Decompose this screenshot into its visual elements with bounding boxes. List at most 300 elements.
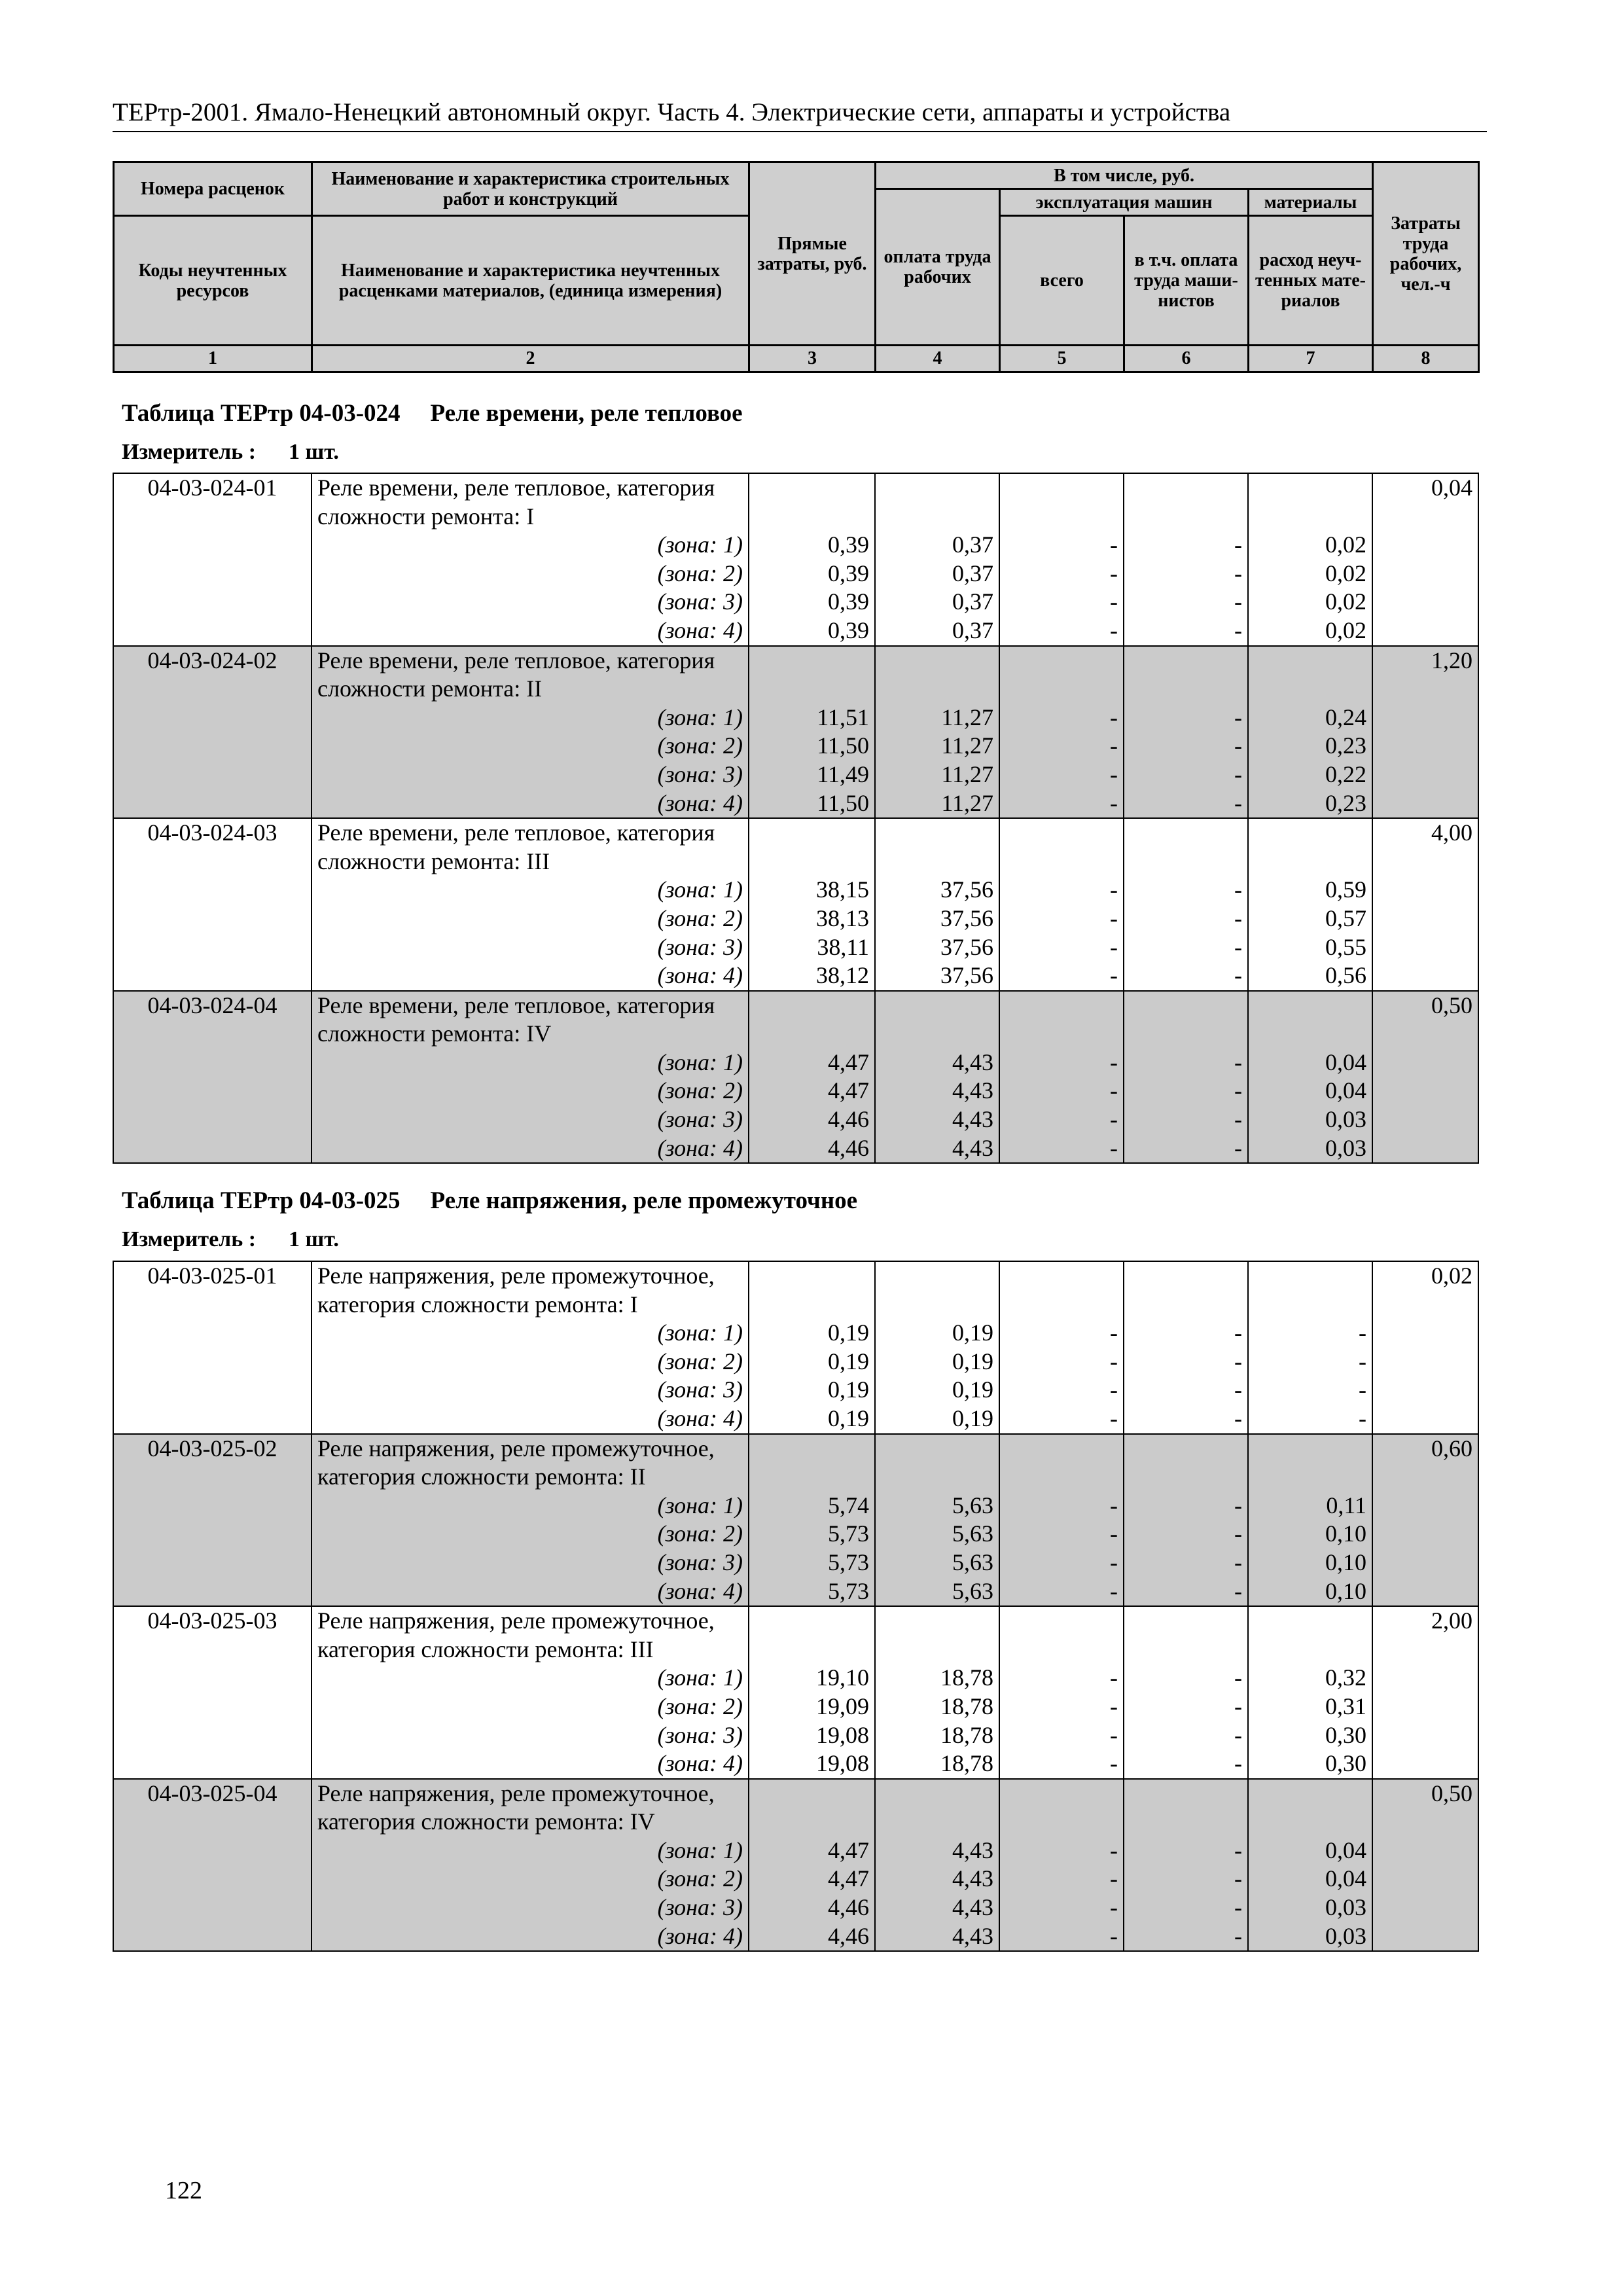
machinist-pay: -	[1124, 1664, 1248, 1693]
rate-description: Реле времени, реле тепловое, категория	[312, 818, 749, 848]
labor-cost: 0,60	[1372, 1434, 1478, 1463]
header-number: 7	[1249, 346, 1373, 372]
rate-description: Реле напряжения, реле промежуточное,	[312, 1434, 749, 1463]
table-cell	[1372, 1693, 1478, 1721]
table-cell	[1372, 1077, 1478, 1105]
direct-cost: 0,19	[749, 1319, 875, 1348]
labor-pay: 4,43	[875, 1893, 999, 1922]
unaccounted-materials: 0,56	[1248, 961, 1372, 991]
table-cell	[113, 1492, 312, 1520]
table-cell	[875, 1261, 999, 1291]
direct-cost: 4,46	[749, 1893, 875, 1922]
machinist-pay: -	[1124, 1348, 1248, 1376]
table-cell	[999, 1636, 1124, 1664]
unaccounted-materials: 0,04	[1248, 1837, 1372, 1865]
machine-total: -	[999, 1721, 1124, 1750]
machinist-pay: -	[1124, 588, 1248, 617]
header-rate-numbers: Номера расценок	[114, 162, 312, 216]
machine-total: -	[999, 1837, 1124, 1865]
header-machinist-pay: в т.ч. оплата труда маши-нистов	[1124, 216, 1249, 346]
table-cell	[1372, 1636, 1478, 1664]
table-cell	[999, 1020, 1124, 1049]
machine-total: -	[999, 1376, 1124, 1405]
machinist-pay: -	[1124, 961, 1248, 991]
table-cell	[113, 617, 312, 646]
labor-pay: 18,78	[875, 1664, 999, 1693]
zone-label: (зона: 1)	[312, 1319, 749, 1348]
table-row	[113, 789, 1478, 819]
labor-pay: 0,37	[875, 617, 999, 646]
header-number: 4	[876, 346, 1000, 372]
labor-pay: 0,19	[875, 1376, 999, 1405]
table-row	[113, 588, 1478, 617]
table-cell	[113, 1808, 312, 1837]
machinist-pay: -	[1124, 1105, 1248, 1134]
rate-description: сложности ремонта: I	[312, 503, 749, 531]
direct-cost: 5,73	[749, 1577, 875, 1607]
table-cell	[1372, 1577, 1478, 1607]
table-cell	[113, 789, 312, 819]
table-row	[113, 1434, 1478, 1463]
machinist-pay: -	[1124, 560, 1248, 588]
zone-label: (зона: 3)	[312, 1105, 749, 1134]
labor-cost: 2,00	[1372, 1606, 1478, 1636]
table-cell	[875, 991, 999, 1020]
machinist-pay: -	[1124, 531, 1248, 560]
unaccounted-materials: 0,03	[1248, 1922, 1372, 1952]
zone-label: (зона: 2)	[312, 1520, 749, 1549]
unaccounted-materials: -	[1248, 1405, 1372, 1434]
table-row	[113, 1606, 1478, 1636]
machine-total: -	[999, 1893, 1124, 1922]
table-cell	[875, 503, 999, 531]
direct-cost: 11,49	[749, 761, 875, 789]
header-number: 1	[114, 346, 312, 372]
table-cell	[749, 675, 875, 704]
table-cell	[1248, 503, 1372, 531]
zone-label: (зона: 2)	[312, 1865, 749, 1893]
table-cell	[113, 560, 312, 588]
header-unaccounted-materials: расход неуч-тенных мате-риалов	[1249, 216, 1373, 346]
table-row	[113, 1463, 1478, 1492]
table-cell	[999, 1434, 1124, 1463]
zone-label: (зона: 4)	[312, 789, 749, 819]
table-cell	[1372, 503, 1478, 531]
table-cell	[1372, 1749, 1478, 1779]
unaccounted-materials: 0,02	[1248, 588, 1372, 617]
table-row	[113, 1721, 1478, 1750]
rate-description: категория сложности ремонта: I	[312, 1291, 749, 1319]
machine-total: -	[999, 1549, 1124, 1577]
unaccounted-materials: -	[1248, 1348, 1372, 1376]
table-cell	[749, 1261, 875, 1291]
unaccounted-materials: 0,23	[1248, 789, 1372, 819]
header-number: 5	[1000, 346, 1124, 372]
table-cell	[749, 1020, 875, 1049]
zone-label: (зона: 4)	[312, 1577, 749, 1607]
zone-label: (зона: 1)	[312, 1664, 749, 1693]
labor-pay: 4,43	[875, 1134, 999, 1164]
table-cell	[1248, 1434, 1372, 1463]
labor-cost: 1,20	[1372, 646, 1478, 675]
table-cell	[113, 1077, 312, 1105]
machine-total: -	[999, 1348, 1124, 1376]
direct-cost: 4,46	[749, 1922, 875, 1952]
table-cell	[1248, 1261, 1372, 1291]
labor-pay: 11,27	[875, 789, 999, 819]
labor-cost: 4,00	[1372, 818, 1478, 848]
table-cell	[749, 1463, 875, 1492]
table-cell	[749, 646, 875, 675]
unaccounted-materials: 0,10	[1248, 1549, 1372, 1577]
table-cell	[1248, 1020, 1372, 1049]
zone-label: (зона: 4)	[312, 1922, 749, 1952]
labor-pay: 0,37	[875, 531, 999, 560]
table-cell	[749, 1606, 875, 1636]
labor-cost: 0,50	[1372, 991, 1478, 1020]
labor-pay: 5,63	[875, 1577, 999, 1607]
table-cell	[999, 503, 1124, 531]
table-cell	[1248, 991, 1372, 1020]
unaccounted-materials: -	[1248, 1376, 1372, 1405]
table-cell	[1124, 991, 1248, 1020]
unaccounted-materials: 0,59	[1248, 876, 1372, 905]
table-cell	[113, 1405, 312, 1434]
machine-total: -	[999, 1693, 1124, 1721]
machinist-pay: -	[1124, 1520, 1248, 1549]
header-machine-total: всего	[1000, 216, 1124, 346]
header-resource-codes: Коды неучтенных ресурсов	[114, 216, 312, 346]
table-cell	[1372, 905, 1478, 933]
labor-pay: 0,19	[875, 1348, 999, 1376]
rate-description: сложности ремонта: IV	[312, 1020, 749, 1049]
table-cell	[1124, 1606, 1248, 1636]
labor-pay: 18,78	[875, 1749, 999, 1779]
table-cell	[113, 1463, 312, 1492]
rate-code: 04-03-024-01	[113, 473, 312, 503]
table-cell	[113, 961, 312, 991]
direct-cost: 19,09	[749, 1693, 875, 1721]
table-cell	[875, 1779, 999, 1808]
direct-cost: 4,47	[749, 1865, 875, 1893]
table-cell	[1248, 1291, 1372, 1319]
table-row	[113, 1922, 1478, 1952]
table-cell	[1248, 848, 1372, 876]
unaccounted-materials: 0,03	[1248, 1893, 1372, 1922]
table-row	[113, 961, 1478, 991]
unaccounted-materials: 0,02	[1248, 617, 1372, 646]
header-labor-pay: оплата труда рабочих	[876, 189, 1000, 346]
machinist-pay: -	[1124, 1865, 1248, 1893]
unaccounted-materials: 0,04	[1248, 1077, 1372, 1105]
direct-cost: 5,73	[749, 1549, 875, 1577]
labor-pay: 4,43	[875, 1865, 999, 1893]
direct-cost: 4,46	[749, 1134, 875, 1164]
unaccounted-materials: 0,30	[1248, 1721, 1372, 1750]
table-cell	[1248, 473, 1372, 503]
zone-label: (зона: 1)	[312, 1049, 749, 1077]
table-cell	[113, 1865, 312, 1893]
direct-cost: 19,10	[749, 1664, 875, 1693]
table-cell	[1124, 473, 1248, 503]
header-number: 6	[1124, 346, 1249, 372]
zone-label: (зона: 4)	[312, 617, 749, 646]
table-cell	[1124, 1808, 1248, 1837]
table-cell	[875, 1606, 999, 1636]
machine-total: -	[999, 1664, 1124, 1693]
header-materials: материалы	[1249, 189, 1373, 216]
table-row	[113, 1549, 1478, 1577]
page-number: 122	[165, 2177, 202, 2204]
table-row	[113, 1261, 1478, 1291]
zone-label: (зона: 3)	[312, 1376, 749, 1405]
header-in-total: В том числе, руб.	[876, 162, 1373, 189]
table-row	[113, 732, 1478, 761]
table-cell	[999, 848, 1124, 876]
table-cell	[749, 503, 875, 531]
unaccounted-materials: 0,24	[1248, 704, 1372, 732]
table-row	[113, 991, 1478, 1020]
zone-label: (зона: 3)	[312, 1549, 749, 1577]
machinist-pay: -	[1124, 617, 1248, 646]
machine-total: -	[999, 1105, 1124, 1134]
rate-code: 04-03-025-03	[113, 1606, 312, 1636]
table-cell	[749, 473, 875, 503]
unaccounted-materials: 0,02	[1248, 531, 1372, 560]
header-direct-costs: Прямые затраты, руб.	[749, 162, 876, 346]
zone-label: (зона: 4)	[312, 1749, 749, 1779]
machinist-pay: -	[1124, 1721, 1248, 1750]
table-cell	[875, 1808, 999, 1837]
table-row	[113, 1636, 1478, 1664]
table-cell	[1372, 704, 1478, 732]
machine-total: -	[999, 905, 1124, 933]
labor-cost: 0,04	[1372, 473, 1478, 503]
zone-label: (зона: 3)	[312, 1893, 749, 1922]
rates-table	[113, 473, 1479, 1164]
labor-pay: 11,27	[875, 704, 999, 732]
machine-total: -	[999, 1865, 1124, 1893]
measure-unit: 1 шт.	[289, 1227, 339, 1251]
table-row	[113, 1077, 1478, 1105]
labor-pay: 4,43	[875, 1049, 999, 1077]
zone-label: (зона: 2)	[312, 905, 749, 933]
table-cell	[113, 848, 312, 876]
unaccounted-materials: 0,23	[1248, 732, 1372, 761]
table-cell	[1372, 1664, 1478, 1693]
table-cell	[999, 818, 1124, 848]
table-cell	[999, 1606, 1124, 1636]
zone-label: (зона: 2)	[312, 1077, 749, 1105]
unaccounted-materials: 0,11	[1248, 1492, 1372, 1520]
machinist-pay: -	[1124, 905, 1248, 933]
table-cell	[113, 732, 312, 761]
table-cell	[113, 1134, 312, 1164]
machine-total: -	[999, 876, 1124, 905]
table-cell	[1372, 1865, 1478, 1893]
labor-pay: 5,63	[875, 1492, 999, 1520]
zone-label: (зона: 4)	[312, 1405, 749, 1434]
table-cell	[1372, 1549, 1478, 1577]
table-cell	[749, 1808, 875, 1837]
labor-pay: 11,27	[875, 732, 999, 761]
machine-total: -	[999, 1319, 1124, 1348]
machine-total: -	[999, 1922, 1124, 1952]
table-cell	[1372, 1105, 1478, 1134]
table-cell	[1372, 1319, 1478, 1348]
table-row	[113, 1577, 1478, 1607]
rate-code: 04-03-024-04	[113, 991, 312, 1020]
machine-total: -	[999, 732, 1124, 761]
table-cell	[875, 675, 999, 704]
table-cell	[113, 933, 312, 962]
table-cell	[113, 1376, 312, 1405]
direct-cost: 0,39	[749, 617, 875, 646]
table-row	[113, 933, 1478, 962]
direct-cost: 19,08	[749, 1749, 875, 1779]
direct-cost: 0,39	[749, 588, 875, 617]
table-cell	[1124, 1434, 1248, 1463]
rate-description: категория сложности ремонта: II	[312, 1463, 749, 1492]
measure-label: Измеритель :	[122, 1227, 257, 1251]
table-cell	[1372, 1405, 1478, 1434]
rate-description: Реле времени, реле тепловое, категория	[312, 646, 749, 675]
table-cell	[999, 1463, 1124, 1492]
zone-label: (зона: 1)	[312, 531, 749, 560]
machinist-pay: -	[1124, 761, 1248, 789]
direct-cost: 4,46	[749, 1105, 875, 1134]
zone-label: (зона: 3)	[312, 761, 749, 789]
zone-label: (зона: 3)	[312, 1721, 749, 1750]
table-cell	[113, 1520, 312, 1549]
table-cell	[875, 1463, 999, 1492]
machinist-pay: -	[1124, 1693, 1248, 1721]
table-cell	[749, 1291, 875, 1319]
table-row	[113, 704, 1478, 732]
machine-total: -	[999, 761, 1124, 789]
direct-cost: 0,19	[749, 1348, 875, 1376]
labor-pay: 4,43	[875, 1077, 999, 1105]
machinist-pay: -	[1124, 1549, 1248, 1577]
table-cell	[1372, 617, 1478, 646]
table-row	[113, 905, 1478, 933]
table-cell	[1372, 1134, 1478, 1164]
table-cell	[113, 704, 312, 732]
labor-pay: 18,78	[875, 1721, 999, 1750]
unaccounted-materials: 0,04	[1248, 1865, 1372, 1893]
table-row	[113, 1893, 1478, 1922]
table-cell	[749, 1779, 875, 1808]
labor-pay: 37,56	[875, 961, 999, 991]
table-cell	[113, 503, 312, 531]
machinist-pay: -	[1124, 1405, 1248, 1434]
table-cell	[1124, 848, 1248, 876]
table-row	[113, 1837, 1478, 1865]
machine-total: -	[999, 1520, 1124, 1549]
table-row	[113, 1664, 1478, 1693]
table-cell	[1372, 675, 1478, 704]
zone-label: (зона: 1)	[312, 876, 749, 905]
machinist-pay: -	[1124, 704, 1248, 732]
measure-label: Измеритель :	[122, 440, 257, 464]
table-cell	[113, 675, 312, 704]
machinist-pay: -	[1124, 1922, 1248, 1952]
machinist-pay: -	[1124, 1492, 1248, 1520]
table-cell	[1372, 1893, 1478, 1922]
table-cell	[113, 1893, 312, 1922]
rate-description: сложности ремонта: II	[312, 675, 749, 704]
labor-pay: 0,37	[875, 560, 999, 588]
zone-label: (зона: 4)	[312, 1134, 749, 1164]
unaccounted-materials: -	[1248, 1319, 1372, 1348]
running-header: ТЕРтр-2001. Ямало-Ненецкий автономный округ. Часть 4. Электрические сети, аппараты и устройства	[113, 97, 1487, 132]
table-cell	[1124, 1291, 1248, 1319]
machinist-pay: -	[1124, 1749, 1248, 1779]
unaccounted-materials: 0,02	[1248, 560, 1372, 588]
table-row	[113, 473, 1478, 503]
table-cell	[1372, 1376, 1478, 1405]
table-cell	[999, 473, 1124, 503]
table-name: Реле времени, реле тепловое	[430, 400, 743, 427]
rate-description: сложности ремонта: III	[312, 848, 749, 876]
unaccounted-materials: 0,55	[1248, 933, 1372, 962]
zone-label: (зона: 2)	[312, 560, 749, 588]
table-cell	[749, 818, 875, 848]
table-cell	[1124, 1636, 1248, 1664]
direct-cost: 11,50	[749, 789, 875, 819]
table-cell	[875, 1636, 999, 1664]
table-cell	[113, 1837, 312, 1865]
table-cell	[1372, 1463, 1478, 1492]
direct-cost: 11,51	[749, 704, 875, 732]
table-row	[113, 818, 1478, 848]
direct-cost: 38,12	[749, 961, 875, 991]
table-cell	[113, 1291, 312, 1319]
table-cell	[1248, 646, 1372, 675]
machinist-pay: -	[1124, 1577, 1248, 1607]
table-cell	[749, 991, 875, 1020]
labor-cost: 0,02	[1372, 1261, 1478, 1291]
machinist-pay: -	[1124, 1893, 1248, 1922]
table-row	[113, 560, 1478, 588]
header-material-name: Наименование и характеристика неучтенных расценками материалов, (единица измерения)	[312, 216, 749, 346]
table-cell	[1372, 588, 1478, 617]
machinist-pay: -	[1124, 1049, 1248, 1077]
labor-pay: 18,78	[875, 1693, 999, 1721]
table-cell	[749, 1434, 875, 1463]
table-cell	[875, 1291, 999, 1319]
measure-line	[122, 440, 339, 465]
zone-label: (зона: 4)	[312, 961, 749, 991]
table-row	[113, 1520, 1478, 1549]
header-number: 8	[1373, 346, 1479, 372]
table-row	[113, 876, 1478, 905]
machine-total: -	[999, 704, 1124, 732]
table-cell	[1372, 1837, 1478, 1865]
table-cell	[1248, 675, 1372, 704]
labor-pay: 4,43	[875, 1105, 999, 1134]
table-cell	[875, 1434, 999, 1463]
table-cell	[999, 991, 1124, 1020]
machinist-pay: -	[1124, 732, 1248, 761]
table-row	[113, 1376, 1478, 1405]
direct-cost: 0,39	[749, 560, 875, 588]
table-row	[113, 1291, 1478, 1319]
table-cell	[1248, 1606, 1372, 1636]
labor-cost: 0,50	[1372, 1779, 1478, 1808]
table-cell	[1372, 848, 1478, 876]
measure-line	[122, 1227, 339, 1252]
